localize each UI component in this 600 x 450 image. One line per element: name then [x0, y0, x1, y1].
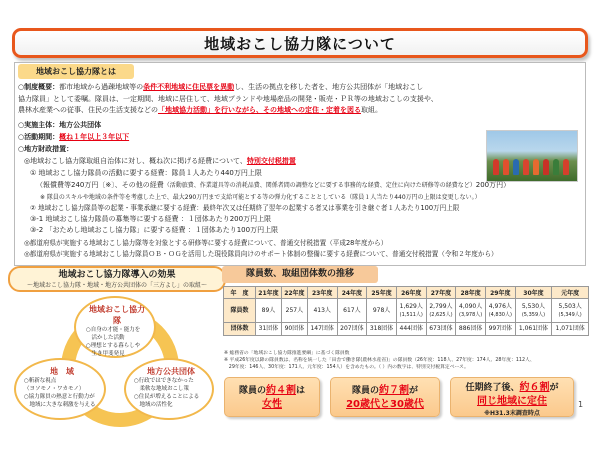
members-value: 1,629人 [399, 302, 423, 310]
year-header-cell: 26年度 [396, 287, 426, 299]
members-cell [367, 299, 397, 323]
table-row-members [224, 299, 589, 323]
orgs-cell: 318団体 [367, 323, 397, 336]
finance-item-1-note: ※ 隊員のスキルや地域の条件等を考慮した上で、最大290万円まで支給可能とする等の弾力化することとしている（隊員１人当たり440万円の上限は変更しない。） [40, 194, 481, 201]
year-header-cell: 22年度 [281, 287, 307, 299]
year-header-cell: 28年度 [456, 287, 486, 299]
members-value: 2,799人 [429, 302, 453, 310]
finance-item-4: ③-2 「おためし地域おこし協力隊」に要する経費 ：１団体あたり100万円上限 [30, 226, 279, 234]
orgs-cell: 997団体 [485, 323, 515, 336]
members-value: 978人 [372, 306, 391, 314]
page-title: 地域おこし協力隊について [204, 34, 396, 53]
highlight-age: 隊員の約７割が 20歳代と30歳代 [330, 377, 440, 417]
members-value: 257人 [285, 306, 304, 314]
effects-heading: 地域おこし協力隊導入の効果 [58, 270, 176, 280]
page-number: 1 [578, 400, 584, 409]
finance-item-3: ③-1 地域おこし協力隊員の募集等に要する経費 ：１団体あたり200万円上限 [30, 215, 272, 223]
row-label-orgs: 団体数 [224, 323, 256, 336]
effects-subheading: ～地域おこし協力隊・地域・地方公共団体の「三方よし」の取組～ [26, 282, 207, 289]
members-value-sub: (5,359人) [521, 311, 546, 318]
members-value: 617人 [343, 306, 361, 314]
year-header-cell: 29年度 [485, 287, 515, 299]
effect-circle-region: 地 域 ○斬新な視点 （ヨソモノ・ワカモノ） ○協力隊員の熱意と行動力が 地域に大きな刺激を与える [14, 358, 106, 420]
members-value: 89人 [261, 306, 276, 314]
members-value: 5,530人 [521, 302, 546, 310]
orgs-cell: 1,061団体 [515, 323, 552, 336]
year-header-cell: 21年度 [256, 287, 282, 299]
activity-period: ○活動期間：概ね１年以上３年以下 [18, 133, 130, 141]
table-header-row [224, 287, 589, 299]
members-value-sub: (1,511人) [399, 311, 423, 318]
orgs-cell: 31団体 [256, 323, 282, 336]
year-header-cell: 24年度 [337, 287, 367, 299]
orgs-cell: 207団体 [337, 323, 367, 336]
members-cell [256, 299, 282, 323]
finance-label: ○地方財政措置： [18, 145, 74, 153]
effect-region-title: 地 域 [50, 367, 74, 376]
year-header-cell: 27年度 [426, 287, 456, 299]
finance-item-1: ① 地域おこし協力隊員の活動に要する経費：隊員１人あたり440万円上限 [30, 169, 262, 177]
table-header-cell: 年 度 [224, 287, 256, 299]
stats-heading: 隊員数、取組団体数の推移 [222, 266, 378, 283]
effect-volunteers-title: 地域おこし協力隊 [89, 305, 145, 325]
members-value: 4,090人 [459, 302, 483, 310]
members-cell [426, 299, 456, 323]
orgs-cell: 886団体 [456, 323, 486, 336]
members-value-sub: (4,830人) [488, 311, 512, 318]
finance-item-5: ◎都道府県が実施する地域おこし協力隊等を対象とする研修等に要する経費について、普通交付税措置（平成28年度から） [24, 239, 388, 247]
members-value-sub: (3,978人) [459, 311, 483, 318]
year-header-cell: 25年度 [367, 287, 397, 299]
row-label-members: 隊員数 [224, 299, 256, 323]
members-value-sub: (2,625人) [429, 311, 453, 318]
effects-heading-box [8, 266, 226, 292]
members-value: 413人 [313, 306, 331, 314]
members-cell [396, 299, 426, 323]
members-cell [456, 299, 486, 323]
year-header-cell: 23年度 [307, 287, 337, 299]
members-cell [281, 299, 307, 323]
orgs-cell: 147団体 [307, 323, 337, 336]
finance-item-6: ◎都道府県が実施する地域おこし協力隊員ＯＢ・ＯＧを活用した現役隊員向けのサポート体制の整備に要する経費について、普通交付税措置（令和２年度から） [24, 250, 498, 258]
stats-footnote: ※ 総務省の「地域おこし協力隊推進要綱」に基づく隊員数 ※ 平成26年度以降の隊員数は、名称を統一した「田舎で働き隊(農林水産省)」の隊員数（26年度：118人、27年度：174人、28年度：112人、 29年度：146人、30年度：171人、元年度：154人）を含めたもの。（ ）内の数字は、特別交付税算定ベース。 [224, 351, 535, 370]
implementer: ○実施主体：地方公共団体 [18, 121, 102, 129]
orgs-cell: 444団体 [396, 323, 426, 336]
members-cell [515, 299, 552, 323]
orgs-cell: 673団体 [426, 323, 456, 336]
effect-circle-volunteers: 地域おこし協力隊 ○自身の才能・能力を 活かした活動 ○理想とする暮らしや 生き甲斐発見 [74, 296, 156, 358]
finance-item-2: ② 地域おこし協力隊員等の起業・事業承継に要する経費：最終年次又は任期終了翌年の起業する者又は事業を引き継ぐ者１人あたり100万円上限 [30, 204, 460, 212]
orgs-cell: 90団体 [281, 323, 307, 336]
year-header-cell: 元年度 [552, 287, 589, 299]
orgs-cell: 1,071団体 [552, 323, 589, 336]
section-heading: 地域おこし協力隊とは [18, 64, 134, 79]
team-photo [486, 130, 578, 182]
members-value-sub: (5,349人) [558, 311, 582, 318]
members-cell [307, 299, 337, 323]
table-row-orgs [224, 323, 589, 336]
effect-circle-government: 地方公共団体 ○行政ではできなかった 柔軟な地域おこし策 ○住民が増えることによる 地域の活性化 [124, 358, 214, 420]
members-cell [485, 299, 515, 323]
members-cell [552, 299, 589, 323]
highlight-female: 隊員の約４割は 女性 [224, 377, 320, 417]
finance-intro: ◎地域おこし協力隊取組自治体に対し、概ね次に掲げる経費について、特別交付税措置 [24, 157, 296, 165]
title-banner [12, 28, 588, 58]
members-cell [337, 299, 367, 323]
year-header-cell: 30年度 [515, 287, 552, 299]
effect-government-title: 地方公共団体 [147, 367, 195, 376]
highlight-settlement: 任期終了後、約６割が 同じ地域に定住 ※H31.3末調査時点 [450, 377, 574, 417]
members-value: 5,503人 [558, 302, 582, 310]
members-value: 4,976人 [488, 302, 512, 310]
finance-item-1-detail: （報償費等240万円〔※〕、その他の経費（活動旅費、作業道具等の消耗品費、関係者間の調整などに要する事務的な経費、定住に向けた研修等の経費など）200万円） [36, 181, 511, 189]
stats-table [223, 286, 589, 336]
overview-text: ○制度概要：都市地域から過疎地域等の条件不利地域に住民票を異動し、生活の拠点を移した者を、地方公共団体が「地域おこし 協力隊員」として委嘱。隊員は、一定期間、地域に居住して、地域ブランドや地場産品の開発・販売・ＰＲ等の地域おこしの支援や、 農林水産業への従事、住民の生活支援などの「地域協力活動」を行いながら、その地域への定住・定着を図る取組。 [18, 83, 438, 114]
